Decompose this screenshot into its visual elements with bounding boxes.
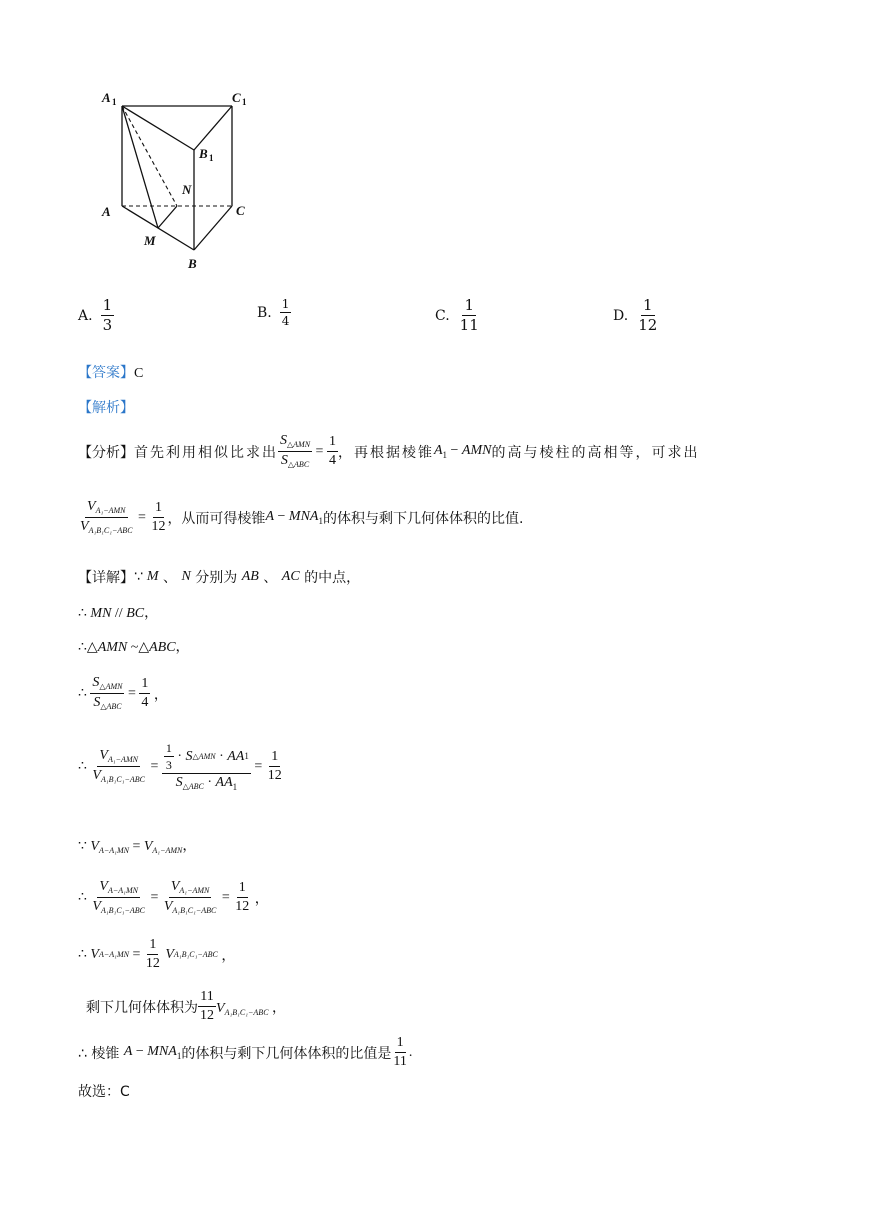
detail-line-4: ∴ $\frac{S_{\triangle AMN}}{S_{\triangle ABC}}$ = $\frac{1}{4}$ ，: [78, 675, 168, 711]
option-c[interactable]: C. $\frac{1}{11}$: [435, 296, 479, 334]
answer-value: C: [134, 366, 144, 381]
answer-line: [78, 362, 143, 382]
option-b[interactable]: B. $\frac{1}{4}$: [257, 297, 290, 328]
label-C: C: [236, 203, 245, 218]
svg-text:1: 1: [209, 153, 214, 163]
area-ratio-fraction: $\frac{S_{\triangle AMN}}{S_{\triangle ABC}}$: [280, 433, 311, 469]
analysis-paragraph-1: 【分析】 首先利用相似比求出 $\frac{S_{\triangle AMN}}{S_{\triangle ABC}}$ = $\frac{1}{4}$ ，再根据棱锥 $A_1$ − AMN 的高与棱柱的高相等，可求出: [78, 433, 700, 469]
analysis-paragraph-2: $\frac{V_{A_1-AMN}}{V_{A_1B_1C_1-ABC}}$ = $\frac{1}{12}$ ，从而可得棱锥 $A - MNA_1$ 的体积与剩下几何体体积的比值.: [80, 499, 524, 535]
answer-tag: 【答案】: [78, 365, 134, 381]
detail-line-5: ∴ $\frac{V_{A_1-AMN}}{V_{A_1B_1C_1-ABC}}$ = $\frac{1}{3}$ · S △AMN · AA 1 $S_{\triangle ABC} \cdot AA_1$ = $\frac{1}{12}$: [78, 741, 282, 792]
option-d[interactable]: D. $\frac{1}{12}$: [613, 296, 658, 334]
prism-figure: [96, 82, 266, 272]
label-B: B: [188, 256, 197, 271]
label-A: A: [102, 204, 111, 219]
detail-line-3: ∴△AMN ~△ABC，: [78, 640, 190, 655]
detail-line-6: ∵ $V_{A-A_1MN} = V_{A_1-AMN}$，: [78, 839, 197, 855]
svg-text:1: 1: [112, 97, 117, 107]
label-M: M: [144, 233, 156, 248]
triangular-prism-diagram: [96, 82, 266, 272]
label-A1: A: [102, 90, 111, 105]
detail-line-9: 剩下几何体体积为 $\frac{11}{12}$ $V_{A_1B_1C_1-ABC}$ ，: [86, 989, 287, 1023]
option-a[interactable]: A. $\frac{1}{3}$: [78, 296, 113, 334]
detail-line-2: ∴ MN // BC，: [78, 606, 159, 621]
choose-line: 故选：C: [78, 1084, 130, 1100]
svg-text:1: 1: [242, 97, 247, 107]
analysis-tag: 【解析】: [78, 400, 134, 416]
label-N: N: [182, 182, 192, 197]
detail-line-10: ∴ 棱锥 $A - MNA_1$ 的体积与剩下几何体体积的比值是 $\frac{1}{11}$ .: [78, 1035, 413, 1069]
label-C1: C: [232, 90, 241, 105]
detail-line-1: 【详解】 ∵ M 、 N 分别为 AB 、 AC 的中点，: [78, 569, 361, 586]
label-B1: B: [199, 146, 208, 161]
detail-line-8: ∴ V A−A₁MN = $\frac{1}{12}$ V A₁B₁C₁−ABC ，: [78, 937, 236, 971]
detail-line-7: ∴ $\frac{V_{A-A_1MN}}{V_{A_1B_1C_1-ABC}}$ = $\frac{V_{A_1-AMN}}{V_{A_1B_1C_1-ABC}}$ = $\frac{1}{12}$ ，: [78, 879, 269, 915]
